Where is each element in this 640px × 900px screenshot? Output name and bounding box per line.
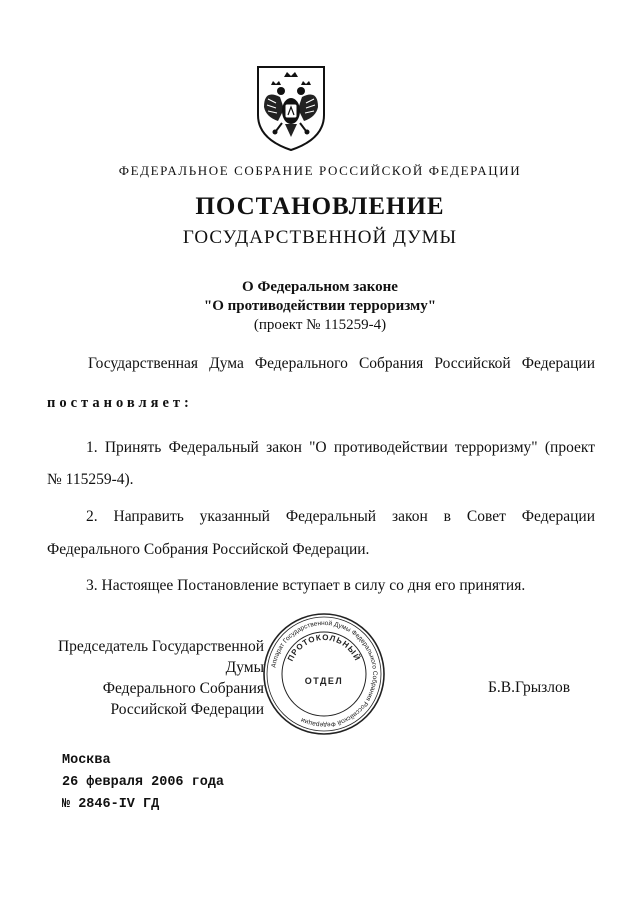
stamp-inner-text: ПРОТОКОЛЬНЫЙ bbox=[285, 632, 363, 663]
footer-number: № 2846-IV ГД bbox=[62, 797, 160, 812]
official-stamp bbox=[262, 612, 386, 736]
item-2-line-1: 2. Направить указанный Федеральный закон в Совет Федерации bbox=[86, 508, 595, 525]
russian-coat-of-arms-icon bbox=[254, 63, 328, 153]
item-2-line-2: Федерального Собрания Российской Федерации. bbox=[47, 541, 370, 558]
item-1-line-1: 1. Принять Федеральный закон "О противодействии терроризму" (проект bbox=[86, 439, 595, 456]
signatory-title-line-2: Федерального Собрания bbox=[102, 680, 264, 697]
footer-date: 26 февраля 2006 года bbox=[62, 775, 225, 790]
document-subject bbox=[0, 278, 640, 335]
signatory-name: Б.В.Грызлов bbox=[488, 679, 571, 696]
item-1-line-2: № 115259-4). bbox=[47, 471, 134, 488]
stamp-outer-text: Аппарат Государственной Думы Федерального Собрания Российской Федерации bbox=[270, 619, 379, 729]
document-type-title: ПОСТАНОВЛЕНИЕ bbox=[195, 193, 445, 220]
item-3: 3. Настоящее Постановление вступает в силу со дня его принятия. bbox=[86, 577, 526, 594]
resolves-word: постановляет: bbox=[47, 395, 193, 411]
signatory-title bbox=[40, 636, 264, 720]
subject-line-3: (проект № 115259-4) bbox=[253, 317, 387, 333]
document-footer bbox=[62, 750, 224, 816]
intro-paragraph: Государственная Дума Федерального Собрания Российской Федерации bbox=[88, 355, 595, 372]
signatory-title-line-1: Председатель Государственной Думы bbox=[57, 638, 264, 676]
parliament-name: ФЕДЕРАЛЬНОЕ СОБРАНИЕ РОССИЙСКОЙ ФЕДЕРАЦИИ bbox=[118, 163, 522, 178]
subject-line-2: "О противодействии терроризму" bbox=[203, 298, 437, 314]
signatory-title-line-3: Российской Федерации bbox=[110, 701, 264, 718]
footer-city: Москва bbox=[62, 753, 111, 768]
subject-line-1: О Федеральном законе bbox=[242, 279, 398, 295]
stamp-center-text: ОТДЕЛ bbox=[304, 676, 344, 686]
issuer-name: ГОСУДАРСТВЕННОЙ ДУМЫ bbox=[182, 227, 458, 248]
